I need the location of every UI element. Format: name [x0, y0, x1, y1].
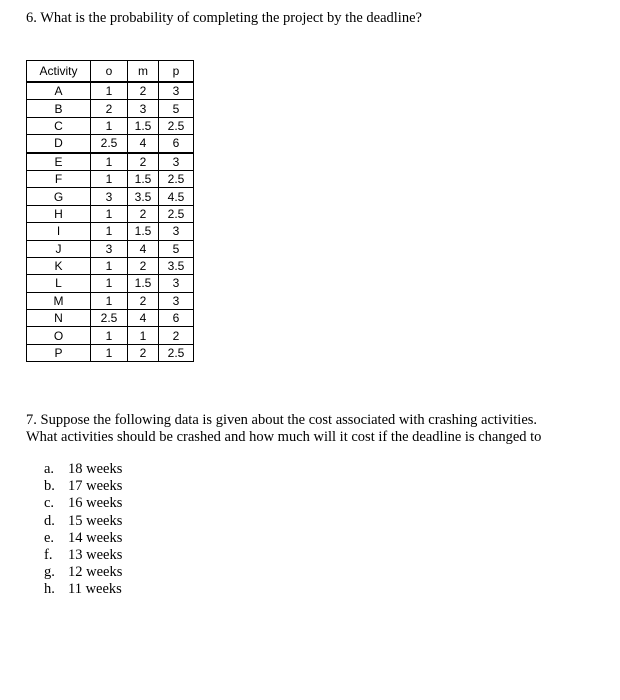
header-optimistic: o [91, 61, 128, 83]
activity-time-table [26, 60, 194, 362]
header-activity: Activity [27, 61, 91, 83]
table-row [27, 344, 194, 361]
cell-pessimistic: 2.5 [159, 205, 194, 222]
cell-pessimistic: 2.5 [159, 344, 194, 361]
cell-pessimistic: 3 [159, 223, 194, 240]
cell-pessimistic: 3 [159, 292, 194, 309]
cell-activity: I [27, 223, 91, 240]
option-item [44, 581, 122, 598]
cell-most-likely: 3.5 [128, 188, 159, 205]
cell-optimistic: 1 [91, 257, 128, 274]
cell-optimistic: 1 [91, 205, 128, 222]
cell-most-likely: 1 [128, 327, 159, 344]
option-item [44, 547, 122, 564]
cell-most-likely: 2 [128, 292, 159, 309]
option-item [44, 495, 122, 512]
cell-activity: A [27, 82, 91, 100]
cell-activity: L [27, 275, 91, 292]
cell-most-likely: 1.5 [128, 223, 159, 240]
cell-most-likely: 1.5 [128, 275, 159, 292]
table-row [27, 100, 194, 117]
option-letter: d. [44, 512, 55, 529]
option-item [44, 530, 122, 547]
cell-optimistic: 3 [91, 240, 128, 257]
cell-optimistic: 1 [91, 170, 128, 187]
table-row [27, 117, 194, 134]
option-letter: a. [44, 461, 55, 477]
cell-most-likely: 1.5 [128, 170, 159, 187]
cell-pessimistic: 3 [159, 153, 194, 171]
cell-optimistic: 2.5 [91, 135, 128, 153]
table-header-row [27, 61, 194, 83]
option-text: 13 weeks [68, 546, 123, 563]
cell-optimistic: 1 [91, 82, 128, 100]
table-row [27, 275, 194, 292]
cell-pessimistic: 3 [159, 275, 194, 292]
cell-most-likely: 2 [128, 82, 159, 100]
deadline-options-list [44, 461, 122, 599]
cell-most-likely: 4 [128, 135, 159, 153]
cell-activity: C [27, 117, 91, 134]
cell-activity: K [27, 257, 91, 274]
cell-pessimistic: 4.5 [159, 188, 194, 205]
cell-activity: E [27, 153, 91, 171]
table-row [27, 327, 194, 344]
question-7-line-1: 7. Suppose the following data is given about the cost associated with crashing activities. [26, 412, 538, 428]
table-row [27, 188, 194, 205]
table-row [27, 205, 194, 222]
table-row [27, 82, 194, 100]
cell-most-likely: 2 [128, 205, 159, 222]
cell-activity: F [27, 170, 91, 187]
option-letter: g. [44, 564, 55, 581]
table-row [27, 170, 194, 187]
cell-pessimistic: 3 [159, 82, 194, 100]
option-text: 12 weeks [68, 564, 123, 581]
cell-most-likely: 4 [128, 310, 159, 327]
cell-optimistic: 3 [91, 188, 128, 205]
table-row [27, 223, 194, 240]
table-row [27, 257, 194, 274]
cell-activity: D [27, 135, 91, 153]
table-row [27, 153, 194, 171]
cell-pessimistic: 6 [159, 310, 194, 327]
cell-optimistic: 1 [91, 117, 128, 134]
option-letter: c. [44, 495, 55, 512]
cell-activity: B [27, 100, 91, 117]
cell-optimistic: 1 [91, 327, 128, 344]
cell-pessimistic: 5 [159, 100, 194, 117]
cell-most-likely: 2 [128, 257, 159, 274]
option-item [44, 513, 122, 530]
cell-optimistic: 2 [91, 100, 128, 117]
cell-most-likely: 3 [128, 100, 159, 117]
option-text: 17 weeks [68, 478, 123, 495]
cell-pessimistic: 2.5 [159, 117, 194, 134]
option-text: 15 weeks [68, 512, 123, 529]
cell-optimistic: 1 [91, 344, 128, 361]
cell-optimistic: 1 [91, 292, 128, 309]
option-letter: b. [44, 478, 55, 495]
option-text: 16 weeks [68, 495, 123, 512]
question-6-text: 6. What is the probability of completing the project by the deadline? [26, 10, 422, 26]
cell-pessimistic: 2 [159, 327, 194, 344]
option-item [44, 564, 122, 581]
cell-pessimistic: 2.5 [159, 170, 194, 187]
cell-optimistic: 1 [91, 275, 128, 292]
cell-pessimistic: 3.5 [159, 257, 194, 274]
table-row [27, 135, 194, 153]
question-7-text [26, 412, 541, 446]
cell-pessimistic: 6 [159, 135, 194, 153]
cell-activity: M [27, 292, 91, 309]
question-7-line-2: What activities should be crashed and how much will it cost if the deadline is changed to [26, 429, 542, 445]
cell-optimistic: 1 [91, 153, 128, 171]
table-row [27, 240, 194, 257]
option-text: 18 weeks [68, 461, 123, 477]
option-text: 11 weeks [68, 581, 122, 598]
cell-most-likely: 4 [128, 240, 159, 257]
table-row [27, 310, 194, 327]
cell-most-likely: 2 [128, 153, 159, 171]
table-body [27, 82, 194, 362]
option-letter: f. [44, 546, 53, 563]
cell-optimistic: 1 [91, 223, 128, 240]
option-letter: e. [44, 529, 55, 546]
cell-activity: N [27, 310, 91, 327]
cell-most-likely: 1.5 [128, 117, 159, 134]
option-item [44, 478, 122, 495]
cell-activity: J [27, 240, 91, 257]
header-pessimistic: p [159, 61, 194, 83]
option-letter: h. [44, 581, 55, 598]
cell-activity: H [27, 205, 91, 222]
table-row [27, 292, 194, 309]
option-text: 14 weeks [68, 529, 123, 546]
cell-optimistic: 2.5 [91, 310, 128, 327]
option-item [44, 461, 122, 478]
cell-activity: P [27, 344, 91, 361]
cell-most-likely: 2 [128, 344, 159, 361]
cell-activity: O [27, 327, 91, 344]
cell-activity: G [27, 188, 91, 205]
header-most-likely: m [128, 61, 159, 83]
cell-pessimistic: 5 [159, 240, 194, 257]
